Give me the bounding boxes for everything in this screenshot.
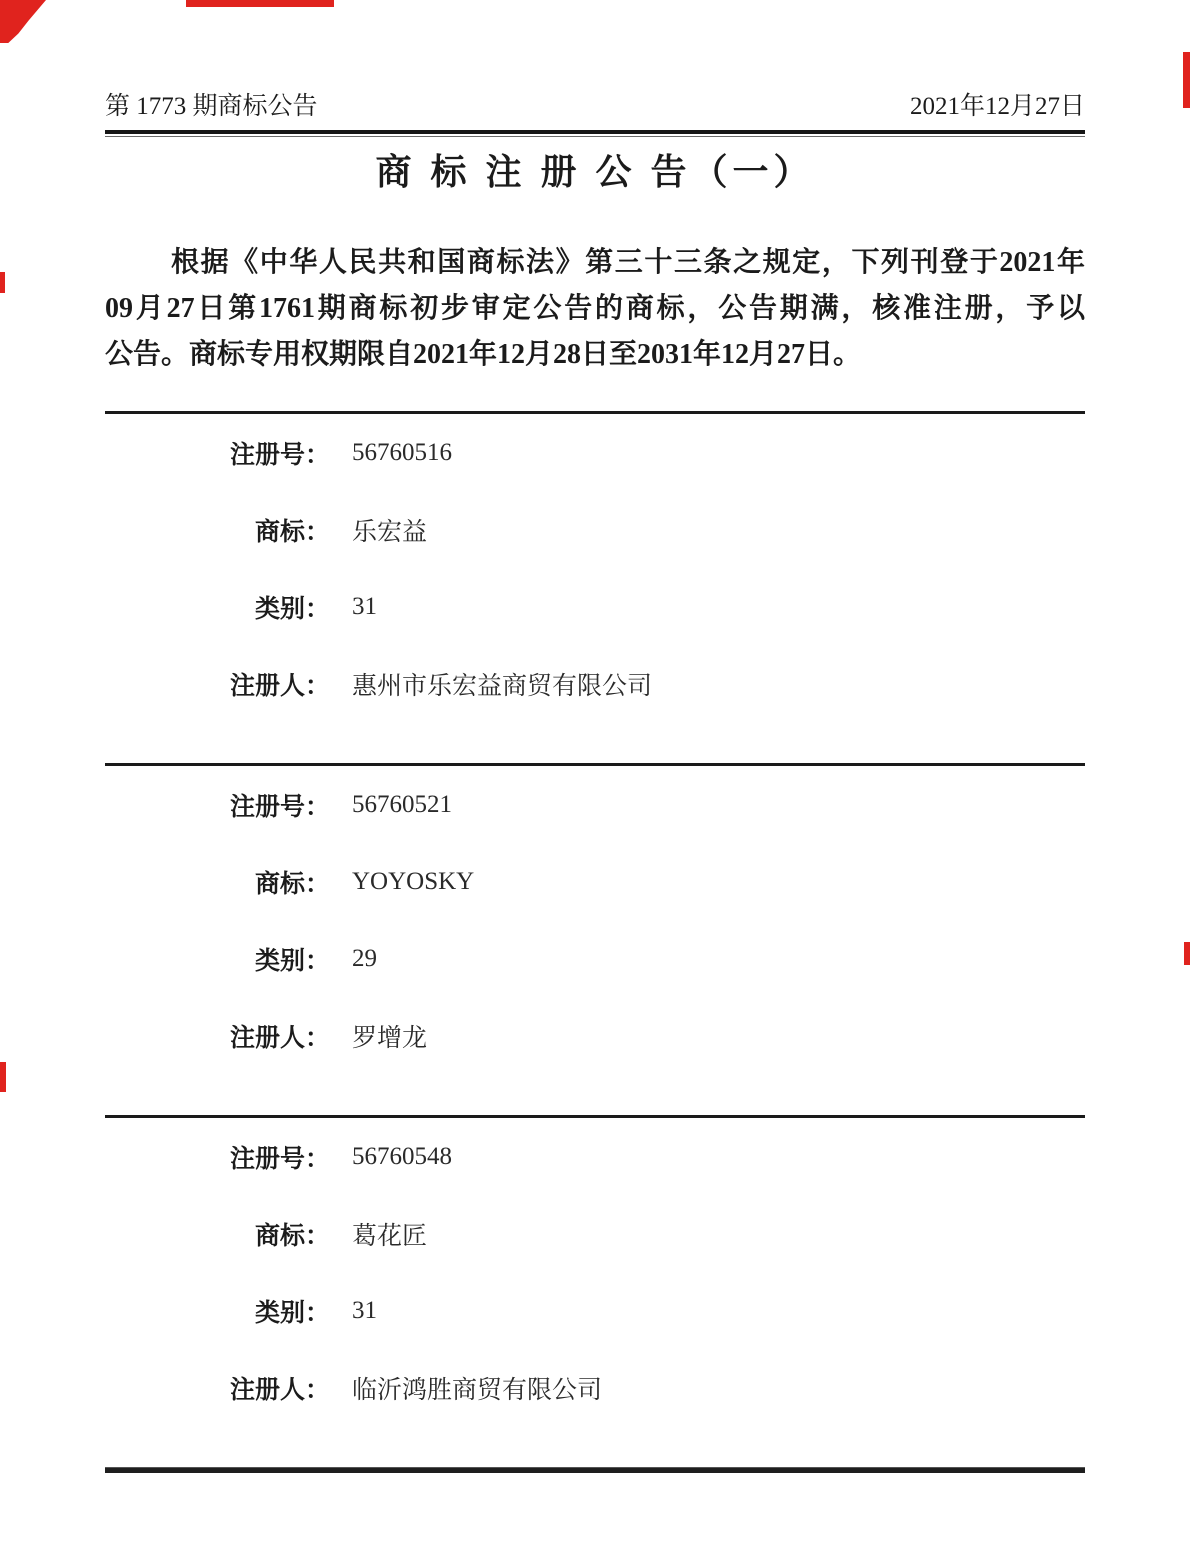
page-title: 商 标 注 册 公 告（一） [375, 152, 815, 192]
trademark-entry [105, 411, 1085, 763]
intro-line: 公告。商标专用权期限自2021年12月28日至2031年12月27日。 [105, 339, 862, 370]
reg-no-value: 56760516 [352, 438, 452, 466]
table-row [105, 1272, 1085, 1349]
scan-artifact-right-edge [1183, 52, 1190, 108]
registrant-label: 注册人： [229, 1024, 330, 1052]
category-label: 类别： [254, 1299, 330, 1327]
scan-artifact-right-edge [1184, 942, 1190, 965]
registrant-label: 注册人： [229, 1376, 330, 1404]
header-rule [105, 130, 1085, 137]
table-row [105, 1349, 1085, 1426]
category-label: 类别： [254, 947, 330, 975]
table-row [105, 843, 1085, 920]
registrant-value: 临沂鸿胜商贸有限公司 [352, 1376, 603, 1404]
table-row [105, 997, 1085, 1074]
scan-artifact-left-edge [0, 1062, 6, 1092]
reg-no-label: 注册号： [229, 441, 330, 469]
issue-number: 第 1773 期商标公告 [105, 93, 318, 120]
table-row [105, 645, 1085, 722]
bottom-rule [105, 1467, 1085, 1473]
scan-artifact-corner [0, 0, 46, 43]
mark-label: 商标： [254, 1222, 330, 1250]
category-value: 29 [352, 944, 377, 972]
category-value: 31 [352, 1296, 377, 1324]
reg-no-value: 56760548 [352, 1142, 452, 1170]
intro-line: 09月27日第1761期商标初步审定公告的商标，公告期满，核准注册，予以 [105, 293, 1085, 324]
table-row [105, 414, 1085, 491]
table-row [105, 766, 1085, 843]
registrant-value: 罗增龙 [352, 1024, 428, 1052]
table-row [105, 568, 1085, 645]
page-header [105, 90, 1085, 124]
trademark-entries [105, 411, 1085, 1473]
mark-value: 乐宏益 [352, 518, 428, 546]
reg-no-label: 注册号： [229, 793, 330, 821]
page-content [105, 0, 1085, 1473]
registrant-label: 注册人： [229, 672, 330, 700]
table-row [105, 1118, 1085, 1195]
mark-value: YOYOSKY [352, 867, 475, 895]
registrant-value: 惠州市乐宏益商贸有限公司 [352, 672, 653, 700]
reg-no-value: 56760521 [352, 790, 452, 818]
table-row [105, 1195, 1085, 1272]
mark-value: 葛花匠 [352, 1222, 428, 1250]
table-row [105, 920, 1085, 997]
mark-label: 商标： [254, 870, 330, 898]
intro-line: 根据《中华人民共和国商标法》第三十三条之规定，下列刊登于2021年 [171, 247, 1085, 278]
scan-artifact-left-edge [0, 272, 5, 293]
trademark-entry [105, 1115, 1085, 1467]
publication-date: 2021年12月27日 [909, 93, 1085, 120]
reg-no-label: 注册号： [229, 1145, 330, 1173]
table-row [105, 491, 1085, 568]
category-value: 31 [352, 592, 377, 620]
category-label: 类别： [254, 595, 330, 623]
mark-label: 商标： [254, 518, 330, 546]
intro-paragraph [105, 240, 1085, 378]
trademark-entry [105, 763, 1085, 1115]
